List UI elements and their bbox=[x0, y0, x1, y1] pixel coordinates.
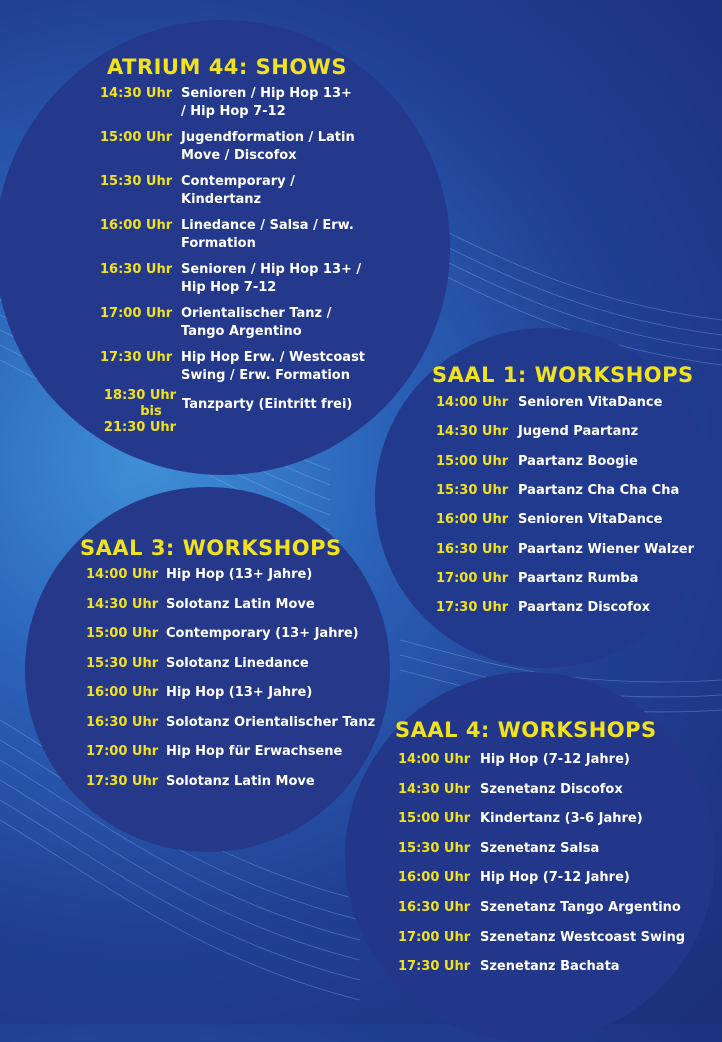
atrium-time: 15:00 Uhr bbox=[100, 130, 173, 145]
saal1-time: 14:00 Uhr bbox=[436, 395, 509, 410]
saal1-row bbox=[436, 423, 638, 441]
saal3-row bbox=[86, 566, 312, 584]
saal1-act: Paartanz Discofox bbox=[518, 600, 651, 616]
atrium-row bbox=[100, 85, 352, 121]
saal1-act: Paartanz Wiener Walzer bbox=[518, 541, 694, 557]
saal4-time: 16:30 Uhr bbox=[398, 900, 471, 915]
saal1-time: 17:30 Uhr bbox=[436, 600, 509, 616]
atrium-act-line: Jugendformation / Latin bbox=[181, 130, 355, 145]
saal4-act: Szenetanz Tango Argentino bbox=[480, 900, 681, 915]
atrium-time: 16:30 Uhr bbox=[100, 262, 173, 277]
saal3-time: 14:00 Uhr bbox=[86, 567, 159, 582]
saal4-time: 17:30 Uhr bbox=[398, 959, 471, 975]
saal1-time: 16:00 Uhr bbox=[436, 512, 509, 528]
saal3-act: Solotanz Orientalischer Tanz bbox=[166, 714, 376, 730]
party-time-start: 18:30 Uhr bbox=[103, 388, 177, 403]
saal3-act: Hip Hop für Erwachsene bbox=[166, 744, 343, 759]
party-row bbox=[100, 388, 352, 436]
saal1-time: 17:00 Uhr bbox=[436, 570, 509, 586]
saal4-act: Szenetanz Westcoast Swing bbox=[480, 929, 686, 945]
saal1-row bbox=[436, 453, 638, 471]
atrium-time: 16:00 Uhr bbox=[100, 218, 173, 233]
saal1-title: SAAL 1: WORKSHOPS bbox=[432, 363, 694, 387]
saal1-row bbox=[436, 541, 694, 559]
atrium-act-line: Tango Argentino bbox=[181, 324, 302, 339]
party-bis: bis bbox=[140, 404, 162, 419]
saal4-time: 14:00 Uhr bbox=[398, 752, 471, 767]
atrium-row bbox=[100, 349, 365, 385]
saal4-row bbox=[398, 810, 643, 828]
saal1-time: 15:00 Uhr bbox=[436, 453, 509, 469]
atrium-row bbox=[100, 217, 354, 253]
saal3-row bbox=[86, 625, 359, 643]
saal1-row bbox=[436, 511, 662, 529]
saal4-act: Kindertanz (3-6 Jahre) bbox=[480, 811, 643, 827]
saal4-row bbox=[398, 899, 681, 917]
atrium-row bbox=[100, 261, 361, 297]
saal4-title: SAAL 4: WORKSHOPS bbox=[395, 718, 657, 742]
atrium-act-line: Senioren / Hip Hop 13+ bbox=[181, 86, 352, 101]
saal4-time: 14:30 Uhr bbox=[398, 781, 471, 797]
atrium-time: 17:30 Uhr bbox=[100, 350, 173, 365]
saal4-act: Hip Hop (7-12 Jahre) bbox=[480, 752, 630, 767]
saal3-time: 17:00 Uhr bbox=[86, 744, 159, 759]
atrium-act-line: Swing / Erw. Formation bbox=[181, 368, 350, 383]
saal4-act: Szenetanz Discofox bbox=[480, 781, 623, 797]
saal1-act: Paartanz Rumba bbox=[518, 570, 639, 586]
saal3-row bbox=[86, 684, 312, 702]
atrium-time: 15:30 Uhr bbox=[100, 174, 173, 189]
atrium-row bbox=[100, 305, 331, 341]
saal3-title: SAAL 3: WORKSHOPS bbox=[80, 536, 342, 560]
saal1-time: 15:30 Uhr bbox=[436, 482, 509, 498]
saal3-row bbox=[86, 714, 375, 732]
saal3-time: 15:00 Uhr bbox=[86, 626, 159, 641]
atrium-title: ATRIUM 44: SHOWS bbox=[107, 55, 347, 79]
saal3-row bbox=[86, 773, 315, 791]
saal1-act: Jugend Paartanz bbox=[518, 424, 639, 440]
atrium-row bbox=[100, 129, 355, 165]
atrium-act-line: Hip Hop 7-12 bbox=[181, 280, 277, 295]
atrium-act-line: Linedance / Salsa / Erw. bbox=[181, 218, 354, 233]
saal3-act: Contemporary (13+ Jahre) bbox=[166, 626, 359, 641]
atrium-time: 17:00 Uhr bbox=[100, 306, 173, 321]
saal3-act: Hip Hop (13+ Jahre) bbox=[166, 685, 313, 700]
atrium-act-line: / Hip Hop 7-12 bbox=[181, 104, 286, 119]
atrium-row bbox=[100, 173, 295, 209]
atrium-act-line: Kindertanz bbox=[181, 192, 262, 207]
saal1-row bbox=[436, 482, 679, 500]
saal1-act: Paartanz Cha Cha Cha bbox=[518, 482, 680, 498]
saal4-time: 15:00 Uhr bbox=[398, 811, 471, 827]
saal4-row bbox=[398, 929, 685, 947]
saal3-row bbox=[86, 596, 315, 614]
saal4-time: 15:30 Uhr bbox=[398, 840, 471, 856]
saal3-row bbox=[86, 743, 342, 761]
saal1-act: Paartanz Boogie bbox=[518, 453, 638, 469]
saal4-time: 17:00 Uhr bbox=[398, 929, 471, 945]
saal4-act: Szenetanz Bachata bbox=[480, 959, 620, 975]
saal1-act: Senioren VitaDance bbox=[518, 395, 663, 410]
saal3-time: 15:30 Uhr bbox=[86, 655, 159, 671]
saal3-time: 16:00 Uhr bbox=[86, 685, 159, 700]
saal3-time: 16:30 Uhr bbox=[86, 714, 159, 730]
atrium-act-line: Formation bbox=[181, 236, 256, 251]
saal3-act: Solotanz Latin Move bbox=[166, 596, 315, 612]
saal4-row bbox=[398, 958, 620, 976]
saal3-time: 14:30 Uhr bbox=[86, 596, 159, 612]
saal3-act: Solotanz Linedance bbox=[166, 655, 309, 671]
saal4-act: Hip Hop (7-12 Jahre) bbox=[480, 870, 630, 886]
saal3-time: 17:30 Uhr bbox=[86, 773, 159, 789]
saal4-time: 16:00 Uhr bbox=[398, 870, 471, 886]
saal3-act: Solotanz Latin Move bbox=[166, 773, 315, 789]
atrium-act-line: Contemporary / bbox=[181, 174, 295, 189]
atrium-act-line: Senioren / Hip Hop 13+ / bbox=[181, 262, 362, 277]
saal4-row bbox=[398, 840, 599, 858]
saal4-row bbox=[398, 869, 630, 887]
atrium-act-line: Hip Hop Erw. / Westcoast bbox=[181, 350, 366, 365]
saal1-row bbox=[436, 570, 638, 588]
saal1-row bbox=[436, 599, 650, 617]
atrium-time: 14:30 Uhr bbox=[100, 86, 173, 101]
party-time-end: 21:30 Uhr bbox=[103, 420, 177, 435]
party-label: Tanzparty (Eintritt frei) bbox=[182, 397, 353, 412]
saal3-act: Hip Hop (13+ Jahre) bbox=[166, 567, 313, 582]
saal4-row bbox=[398, 751, 630, 769]
atrium-act-line: Orientalischer Tanz / bbox=[181, 306, 332, 321]
saal1-time: 14:30 Uhr bbox=[436, 424, 509, 440]
saal1-act: Senioren VitaDance bbox=[518, 512, 663, 528]
saal1-row bbox=[436, 394, 662, 412]
saal4-act: Szenetanz Salsa bbox=[480, 840, 600, 856]
atrium-act-line: Move / Discofox bbox=[181, 148, 297, 163]
saal3-row bbox=[86, 655, 309, 673]
saal4-row bbox=[398, 781, 623, 799]
saal1-time: 16:30 Uhr bbox=[436, 541, 509, 557]
